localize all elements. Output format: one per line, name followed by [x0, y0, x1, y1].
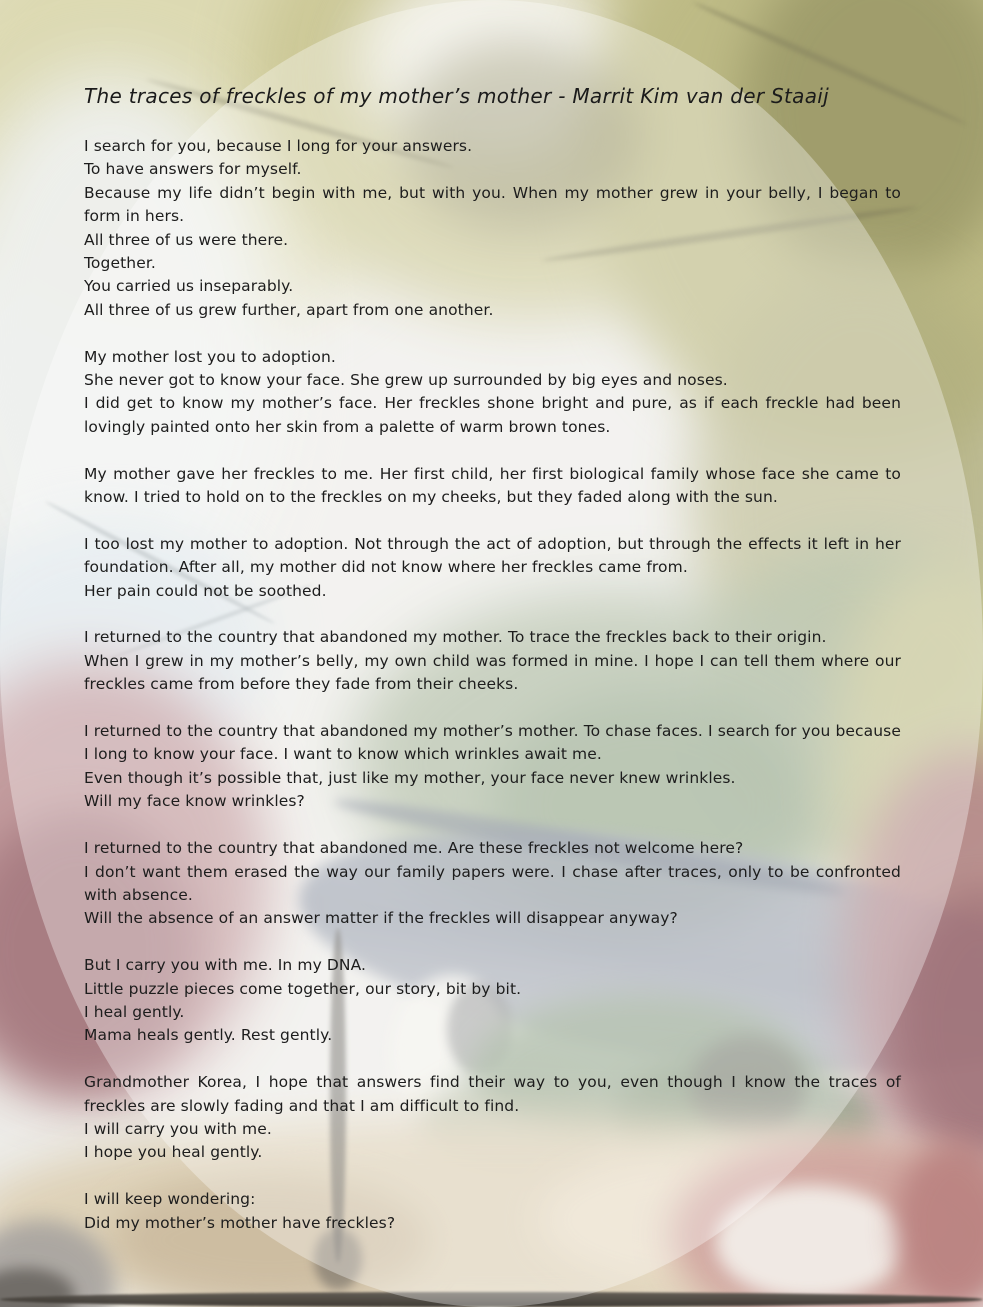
poem-line: I too lost my mother to adoption. Not through the act of adoption, but through the effects it left in her foundation. After all, my mother did not know where her freckles came from. [84, 534, 901, 577]
poem-line: I heal gently. [84, 1002, 185, 1021]
poem-body [84, 135, 901, 1235]
page-title: The traces of freckles of my mother’s mother - Marrit Kim van der Staaij [84, 84, 829, 108]
poem-line: I don’t want them erased the way our family papers were. I chase after traces, only to be confronted with absence. [84, 862, 901, 904]
poem-line: I will carry you with me. [84, 1119, 272, 1138]
stanza [84, 954, 901, 1048]
stanza [84, 463, 901, 510]
poem-line: I returned to the country that abandoned my mother. To trace the freckles back to their origin. [84, 628, 827, 647]
document-text [84, 84, 901, 1235]
poem-line: Will my face know wrinkles? [84, 792, 305, 811]
poem-line: I hope you heal gently. [84, 1143, 263, 1162]
stanza [84, 720, 901, 814]
poem-line: I will keep wondering: [84, 1190, 256, 1209]
poem-line: Mama heals gently. Rest gently. [84, 1026, 333, 1045]
poem-line: I did get to know my mother’s face. Her freckles shone bright and pure, as if each freckle had been lovingly painted onto her skin from a palette of warm brown tones. [84, 394, 901, 436]
poem-line: When I grew in my mother’s belly, my own child was formed in mine. I hope I can tell them where our freckles came from before they fade from their cheeks. [84, 651, 901, 694]
stanza [84, 626, 901, 696]
poem-line: Her pain could not be soothed. [84, 581, 327, 600]
poem-line: Together. [84, 254, 156, 273]
stanza [84, 135, 901, 322]
poem-line: You carried us inseparably. [84, 277, 294, 296]
poem-line: Grandmother Korea, I hope that answers find their way to you, even though I know the traces of freckles are slowly fading and that I am difficult to find. [84, 1073, 901, 1115]
stanza [84, 837, 901, 931]
poem-line: She never got to know your face. She grew up surrounded by big eyes and noses. [84, 371, 728, 390]
stanza [84, 1071, 901, 1165]
poem-line: Even though it’s possible that, just like my mother, your face never knew wrinkles. [84, 768, 736, 787]
poem-line: My mother gave her freckles to me. Her first child, her first biological family whose face she came to know. I tried to hold on to the freckles on my cheeks, but they faded along with the sun. [84, 464, 901, 507]
poem-line: Because my life didn’t begin with me, but with you. When my mother grew in your belly, I began to form in hers. [84, 183, 901, 226]
poem-line: I returned to the country that abandoned my mother’s mother. To chase faces. I search for you because I long to know your face. I want to know which wrinkles await me. [84, 722, 901, 764]
poem-line: All three of us grew further, apart from one another. [84, 300, 494, 319]
stanza [84, 346, 901, 440]
poem-line: My mother lost you to adoption. [84, 347, 336, 366]
poem-line: Will the absence of an answer matter if the freckles will disappear anyway? [84, 909, 678, 928]
poem-line: Did my mother’s mother have freckles? [84, 1213, 396, 1232]
poem-line: I search for you, because I long for your answers. [84, 137, 473, 155]
stanza [84, 1188, 901, 1235]
stanza [84, 533, 901, 603]
poem-line: To have answers for myself. [84, 160, 302, 179]
poem-line: Little puzzle pieces come together, our story, bit by bit. [84, 979, 522, 998]
poem-line: All three of us were there. [84, 230, 289, 249]
poem-line: I returned to the country that abandoned me. Are these freckles not welcome here? [84, 839, 744, 858]
poem-line: But I carry you with me. In my DNA. [84, 956, 367, 975]
